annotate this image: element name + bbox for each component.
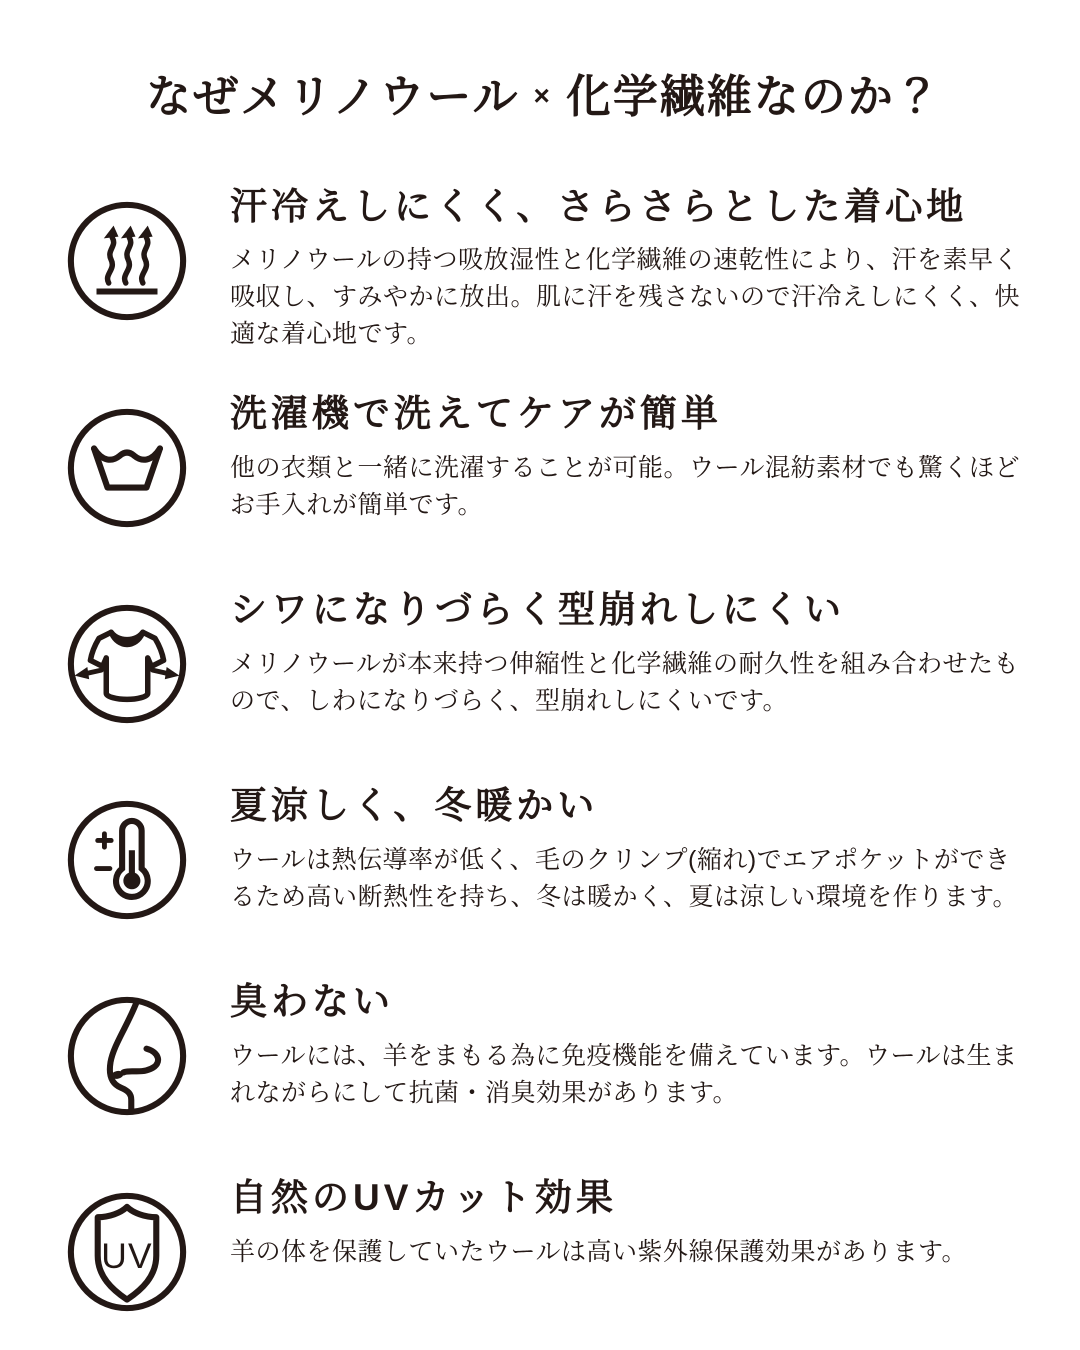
steam-icon — [66, 200, 188, 322]
tshirt-stretch-icon — [66, 603, 188, 725]
nose-icon — [66, 995, 188, 1117]
feature-row-sweat — [64, 184, 1024, 353]
feature-row-uv — [64, 1175, 1024, 1313]
feature-body: ウールは熱伝導率が低く、毛のクリンプ(縮れ)でエアポケットができるため高い断熱性を持ち、冬は暖かく、夏は涼しい環境を作ります。 — [230, 845, 1019, 911]
feature-body: メリノウールが本来持つ伸縮性と化学繊維の耐久性を組み合わせたもので、しわになりづらく、型崩れしにくいです。 — [230, 649, 1020, 715]
page-title — [64, 70, 1024, 124]
feature-row-temperature — [64, 783, 1024, 921]
uv-shield-icon — [66, 1191, 188, 1313]
thermometer-icon — [66, 799, 188, 921]
multiply-sign: × — [533, 80, 552, 111]
page-title-right: 化学繊維なのか？ — [565, 71, 942, 122]
feature-heading: 自然のUVカット効果 — [230, 1177, 618, 1219]
feature-heading: 夏涼しく、冬暖かい — [230, 785, 599, 827]
feature-row-wrinkle — [64, 587, 1024, 725]
feature-row-odor — [64, 979, 1024, 1117]
feature-row-wash — [64, 391, 1024, 529]
page-title-left: なぜメリノウール — [146, 71, 520, 122]
feature-heading: 洗濯機で洗えてケアが簡単 — [230, 393, 722, 435]
feature-heading: 汗冷えしにくく、さらさらとした着心地 — [230, 186, 968, 227]
feature-body: ウールには、羊をまもる為に免疫機能を備えています。ウールは生まれながらにして抗菌・消臭効果があります。 — [230, 1041, 1018, 1107]
machine-wash-icon — [66, 407, 188, 529]
feature-heading: 臭わない — [230, 981, 394, 1023]
feature-heading: シワになりづらく型崩れしにくい — [230, 589, 845, 631]
uv-label: UV — [101, 1237, 153, 1277]
feature-body: メリノウールの持つ吸放湿性と化学繊維の速乾性により、汗を素早く吸収し、すみやかに放出。肌に汗を残さないので汗冷えしにくく、快適な着心地です。 — [230, 246, 1021, 349]
feature-body: 他の衣類と一緒に洗濯することが可能。ウール混紡素材でも驚くほどお手入れが簡単です。 — [230, 453, 1021, 519]
feature-body: 羊の体を保護していたウールは高い紫外線保護効果があります。 — [230, 1237, 968, 1266]
